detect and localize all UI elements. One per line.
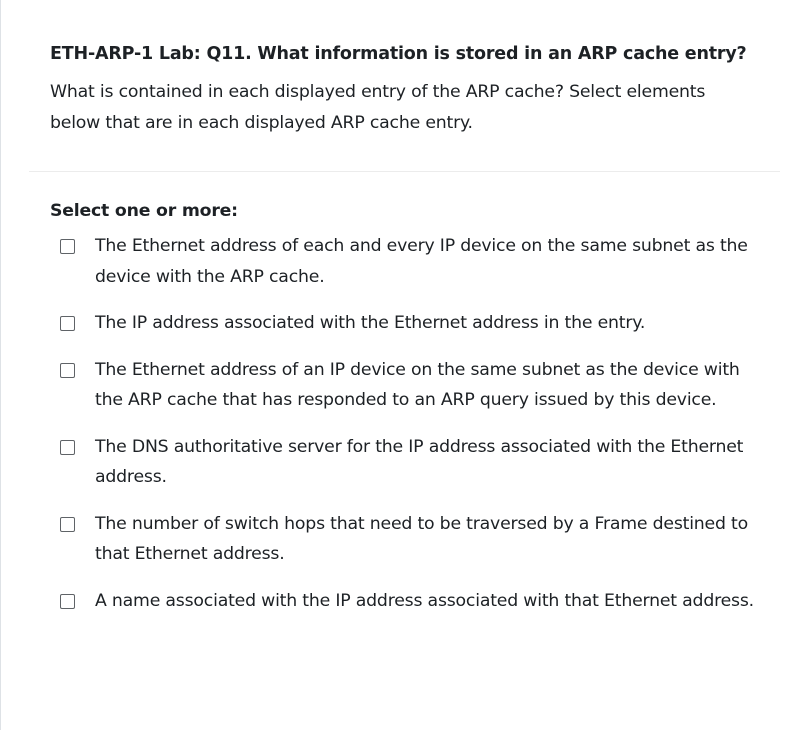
option-label[interactable]: A name associated with the IP address associated with that Ethernet address. (95, 590, 754, 611)
answer-option[interactable] (60, 432, 770, 493)
answer-option[interactable] (60, 355, 770, 416)
answer-option[interactable] (60, 231, 770, 292)
option-checkbox[interactable] (60, 440, 75, 455)
left-border (0, 0, 1, 730)
option-label[interactable]: The number of switch hops that need to be traversed by a Frame destined to that Ethernet address. (95, 513, 749, 564)
option-label[interactable]: The IP address associated with the Ethernet address in the entry. (95, 313, 646, 333)
option-checkbox[interactable] (60, 363, 75, 378)
question-title: ETH-ARP-1 Lab: Q11. What information is stored in an ARP cache entry? (50, 44, 747, 64)
option-checkbox[interactable] (60, 594, 75, 609)
answer-options (60, 231, 770, 616)
option-label[interactable]: The DNS authoritative server for the IP address associated with the Ethernet address. (95, 436, 744, 487)
answer-option[interactable] (60, 308, 770, 339)
option-label[interactable]: The Ethernet address of each and every IP device on the same subnet as the device with the ARP cache. (95, 236, 748, 287)
answer-option[interactable] (60, 586, 770, 617)
option-checkbox[interactable] (60, 517, 75, 532)
option-label[interactable]: The Ethernet address of an IP device on the same subnet as the device with the ARP cache that has responded to an ARP query issued by this device. (95, 359, 740, 410)
question-header (50, 38, 770, 139)
answer-option[interactable] (60, 509, 770, 570)
question-text: What is contained in each displayed entry of the ARP cache? Select elements below that are in each displayed ARP cache entry. (50, 82, 706, 133)
option-checkbox[interactable] (60, 239, 75, 254)
answer-prompt: Select one or more: (50, 201, 238, 221)
divider (29, 171, 780, 172)
option-checkbox[interactable] (60, 316, 75, 331)
